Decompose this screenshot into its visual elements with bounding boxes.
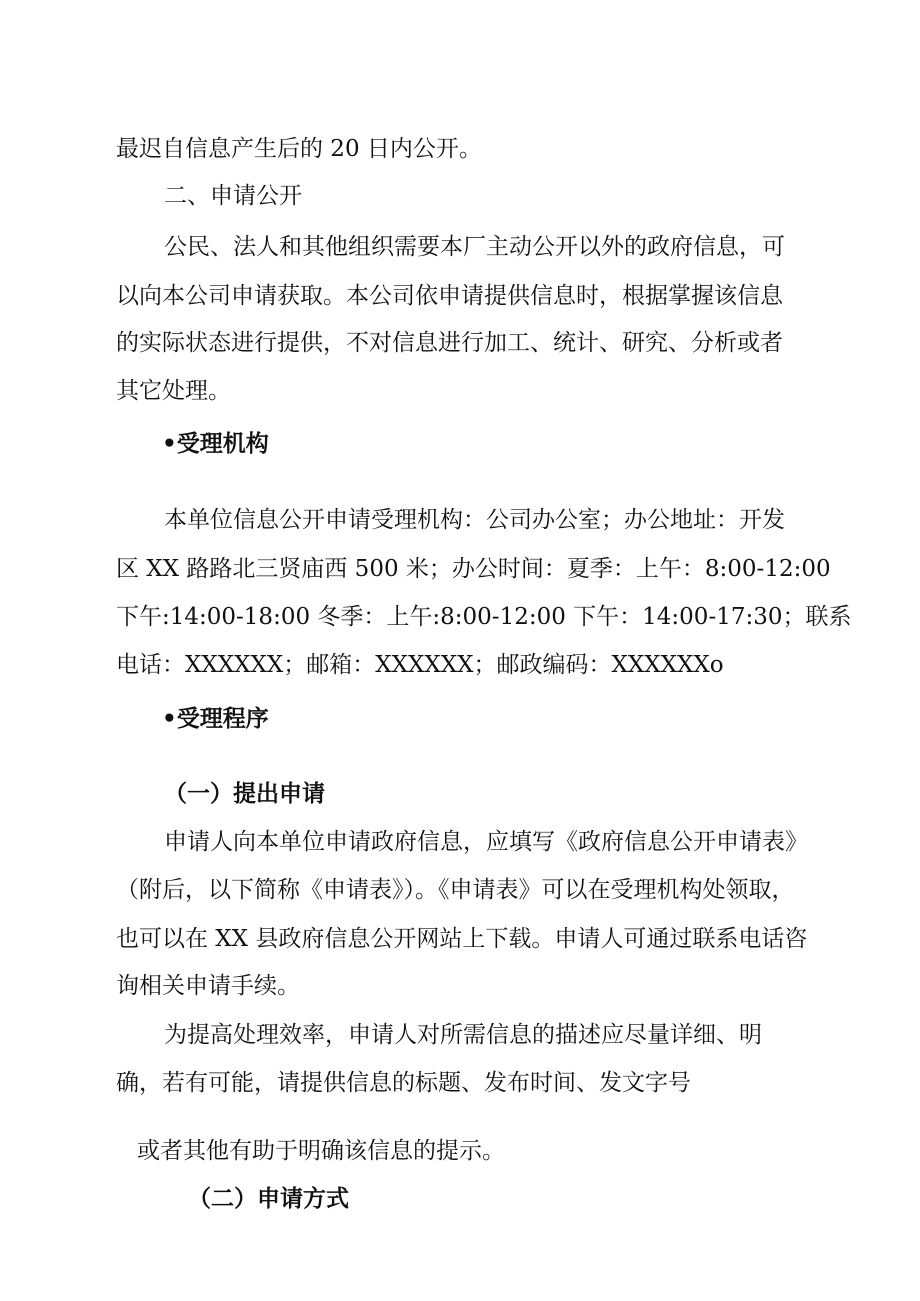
- section-2-body-line-2: 以向本公司申请获取。本公司依申请提供信息时，根据掌握该信息: [116, 283, 783, 309]
- agency-body-line-1: 本单位信息公开申请受理机构：公司办公室；办公地址：开发: [164, 507, 785, 533]
- submit-body-line-1: 申请人向本单位申请政府信息，应填写《政府信息公开申请表》: [164, 829, 808, 855]
- submit-body-line-3: 也可以在 XX 县政府信息公开网站上下载。申请人可通过联系电话咨: [116, 926, 808, 952]
- efficiency-body-line-2: 确，若有可能，请提供信息的标题、发布时间、发文字号: [116, 1070, 691, 1096]
- heading-procedure: •受理程序: [162, 706, 269, 732]
- subheading-application-method: （二）申请方式: [188, 1186, 349, 1212]
- agency-body-line-3: 下午:14:00-18:00 冬季：上午:8:00-12:00 下午：14:00-17:30；联系: [116, 604, 852, 630]
- section-2-heading: 二、申请公开: [164, 183, 302, 209]
- section-2-body-line-4: 其它处理。: [116, 378, 231, 404]
- heading-receiving-agency: •受理机构: [162, 431, 269, 457]
- subheading-submit-request: （一）提出申请: [164, 781, 325, 807]
- section-2-body-line-3: 的实际状态进行提供，不对信息进行加工、统计、研究、分析或者: [116, 330, 783, 356]
- submit-body-line-4: 询相关申请手续。: [116, 973, 300, 999]
- paragraph-tail-line-1: 最迟自信息产生后的 20 日内公开。: [116, 136, 482, 162]
- efficiency-body-line-3: 或者其他有助于明确该信息的提示。: [137, 1138, 505, 1164]
- efficiency-body-line-1: 为提高处理效率，申请人对所需信息的描述应尽量详细、明: [164, 1022, 762, 1048]
- submit-body-line-2: （附后，以下简称《申请表》）。《申请表》可以在受理机构处领取，: [116, 877, 795, 903]
- section-2-body-line-1: 公民、法人和其他组织需要本厂主动公开以外的政府信息，可: [164, 234, 785, 260]
- agency-body-line-2: 区 XX 路路北三贤庙西 500 米；办公时间：夏季：上午：8:00-12:00: [116, 556, 831, 582]
- agency-body-line-4: 电话：XXXXXX；邮箱：XXXXXX；邮政编码：XXXXXXo: [116, 652, 724, 678]
